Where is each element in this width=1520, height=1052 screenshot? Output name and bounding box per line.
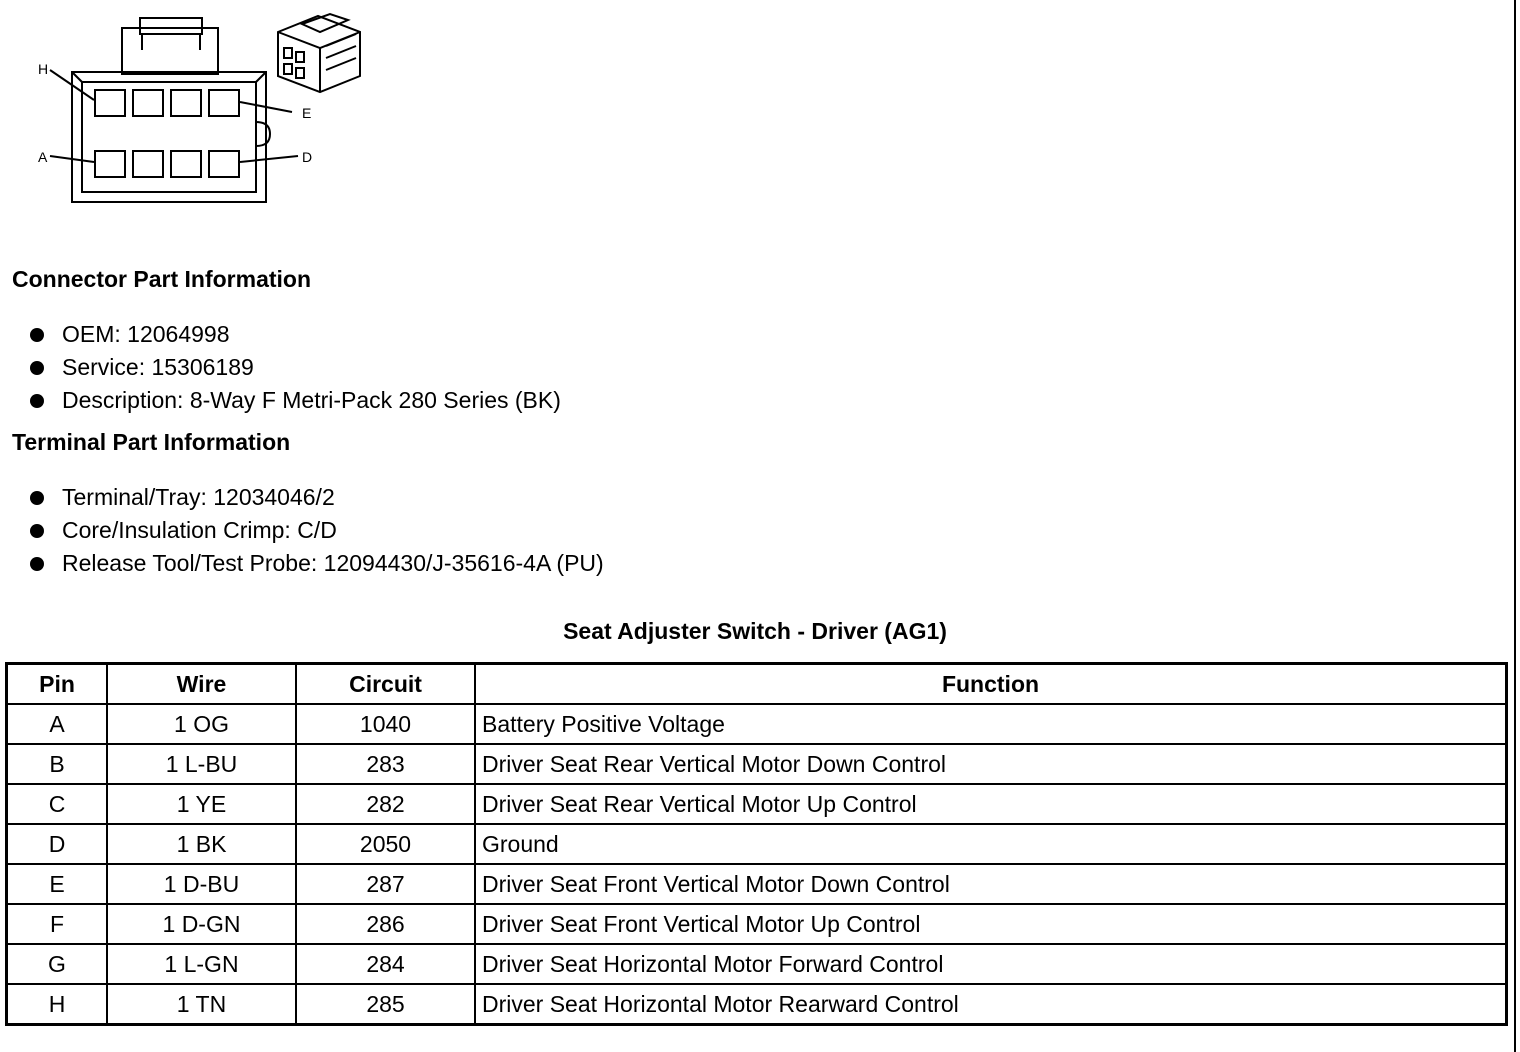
cell-wire: 1 L-BU [107,744,296,784]
header-wire: Wire [107,664,296,705]
cell-circuit: 284 [296,944,475,984]
cell-function: Driver Seat Horizontal Motor Rearward Control [475,984,1507,1025]
cell-circuit: 283 [296,744,475,784]
table-row [7,864,1507,904]
connector-part-heading: Connector Part Information [12,266,312,292]
cell-function: Driver Seat Rear Vertical Motor Down Control [475,744,1507,784]
pin-table [5,662,1508,1026]
pin-label-h: H [38,61,49,77]
cell-pin: E [7,864,108,904]
page-right-border [1514,0,1516,1052]
cell-pin: D [7,824,108,864]
header-circuit: Circuit [296,664,475,705]
connector-part-list [30,318,561,417]
cell-function: Driver Seat Front Vertical Motor Down Control [475,864,1507,904]
terminal-part-heading: Terminal Part Information [12,429,291,455]
table-row [7,784,1507,824]
table-row [7,984,1507,1025]
pin-label-a: A [38,149,48,165]
list-item: Core/Insulation Crimp: C/D [30,514,604,547]
list-item: OEM: 12064998 [30,318,561,351]
bullet-icon [30,394,44,408]
bullet-icon [30,491,44,505]
connector-housing [72,72,266,202]
bullet-icon [30,328,44,342]
cell-circuit: 287 [296,864,475,904]
cell-pin: B [7,744,108,784]
cell-wire: 1 D-GN [107,904,296,944]
table-row [7,744,1507,784]
cell-wire: 1 TN [107,984,296,1025]
table-row [7,944,1507,984]
cell-circuit: 285 [296,984,475,1025]
table-row [7,704,1507,744]
table-row [7,824,1507,864]
cell-pin: H [7,984,108,1025]
list-item: Terminal/Tray: 12034046/2 [30,481,604,514]
header-pin: Pin [7,664,108,705]
bullet-icon [30,524,44,538]
cell-wire: 1 BK [107,824,296,864]
list-item: Description: 8-Way F Metri-Pack 280 Series (BK) [30,384,561,417]
cell-pin: C [7,784,108,824]
cell-function: Driver Seat Front Vertical Motor Up Control [475,904,1507,944]
connector-diagram [30,10,370,215]
cell-wire: 1 OG [107,704,296,744]
cell-circuit: 286 [296,904,475,944]
cell-function: Driver Seat Rear Vertical Motor Up Control [475,784,1507,824]
bullet-icon [30,557,44,571]
cell-circuit: 282 [296,784,475,824]
table-title: Seat Adjuster Switch - Driver (AG1) [563,618,947,644]
bullet-icon [30,361,44,375]
cell-function: Battery Positive Voltage [475,704,1507,744]
pin-label-e: E [302,105,312,121]
cell-circuit: 1040 [296,704,475,744]
list-item: Release Tool/Test Probe: 12094430/J-35616-4A (PU) [30,547,604,580]
list-item: Service: 15306189 [30,351,561,384]
cell-wire: 1 YE [107,784,296,824]
pin-label-d: D [302,149,313,165]
terminal-part-list [30,481,604,580]
connector-face-drawing [30,10,370,215]
cell-pin: A [7,704,108,744]
cell-pin: G [7,944,108,984]
cell-circuit: 2050 [296,824,475,864]
table-header-row [7,664,1507,705]
cell-wire: 1 L-GN [107,944,296,984]
header-function: Function [475,664,1507,705]
table-row [7,904,1507,944]
cell-pin: F [7,904,108,944]
cell-wire: 1 D-BU [107,864,296,904]
cell-function: Driver Seat Horizontal Motor Forward Control [475,944,1507,984]
cell-function: Ground [475,824,1507,864]
